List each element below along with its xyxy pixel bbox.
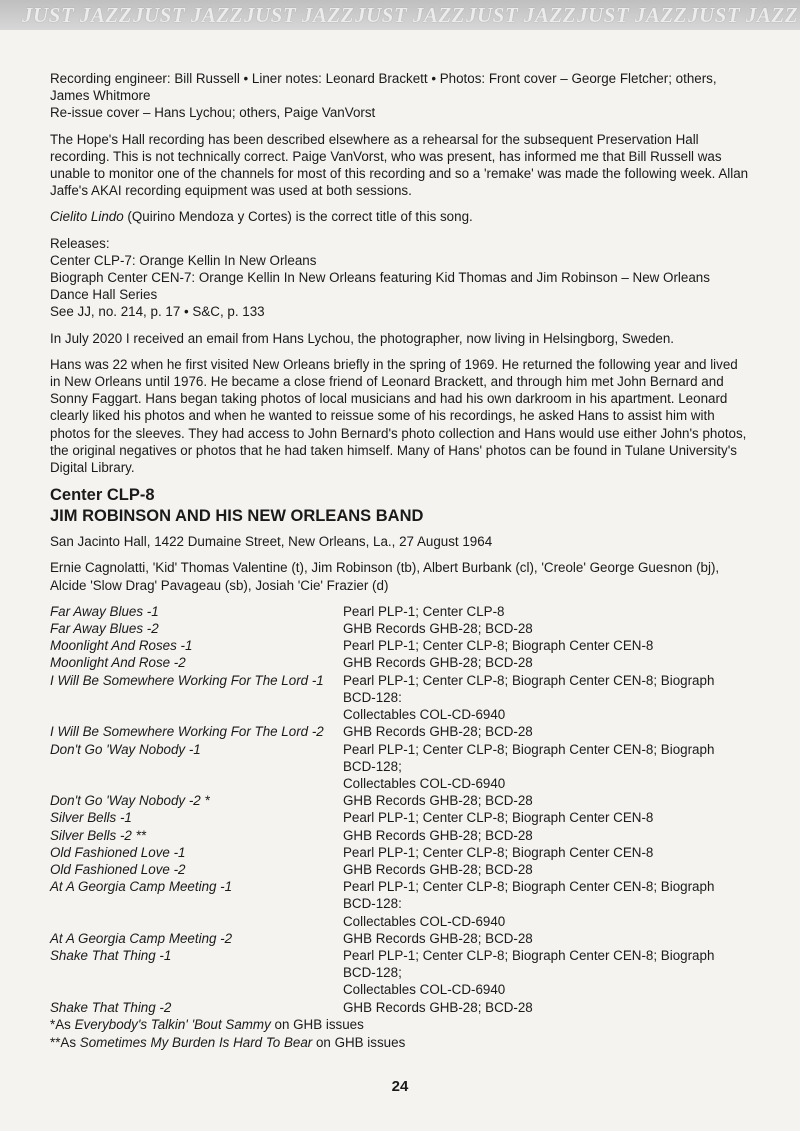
track-issue — [343, 827, 750, 844]
issue-line: GHB Records GHB-28; BCD-28 — [343, 724, 533, 740]
issue-line: Pearl PLP-1; Center CLP-8 — [343, 603, 505, 619]
track-title: I Will Be Somewhere Working For The Lord -1 — [50, 672, 324, 688]
cielito-text: (Quirino Mendoza y Cortes) is the correct title of this song. — [123, 209, 473, 225]
track-row — [50, 844, 750, 861]
session-personnel: Ernie Cagnolatti, 'Kid' Thomas Valentine (t), Jim Robinson (tb), Albert Burbank (cl), 'Creole' George Guesnon (bj), Alcide 'Slow Drag' Pavageau (sb), Josiah 'Cie' Frazier (d) — [50, 560, 720, 593]
header-text: JUST JAZZ — [466, 3, 577, 27]
cielito-paragraph — [50, 208, 750, 225]
track-issue — [343, 654, 750, 671]
issue-line: Pearl PLP-1; Center CLP-8; Biograph Center CEN-8; Biograph BCD-128; — [343, 741, 715, 774]
track-issue — [343, 637, 750, 654]
track-issue — [343, 603, 750, 620]
track-title: Shake That Thing -1 — [50, 947, 172, 963]
band-name: JIM ROBINSON AND HIS NEW ORLEANS BAND — [50, 507, 424, 526]
hans-paragraph: Hans was 22 when he first visited New Orleans briefly in the spring of 1969. He returned the following year and lived in New Orleans until 1976. He became a close friend of Leonard Brackett, and through him met John Bernard and Sonny Faggart. Hans began taking photos of local musicians and had his own darkroom in his apartment. Leonard clearly liked his photos and when he wanted to reissue some of his recordings, he asked Hans to assist him with photos for the sleeves. They had access to John Bernard's photo collection and Hans would use either John's photos, the original negatives or photos that he had taken himself. Many of Hans' photos can be found in Tulane University's Digital Library. — [50, 356, 747, 476]
footnote-text: on GHB issues — [270, 1016, 364, 1032]
track-title: Moonlight And Rose -2 — [50, 655, 186, 671]
issue-line: GHB Records GHB-28; BCD-28 — [343, 930, 533, 946]
track-row — [50, 947, 750, 999]
header-band — [0, 0, 800, 30]
track-row — [50, 603, 750, 620]
track-issue — [343, 844, 750, 861]
credits-line: Recording engineer: Bill Russell • Liner notes: Leonard Brackett • Photos: Front cover – George Fletcher; others, James Whitmore — [50, 71, 717, 104]
track-title: I Will Be Somewhere Working For The Lord -2 — [50, 724, 324, 740]
issue-line: Pearl PLP-1; Center CLP-8; Biograph Center CEN-8 — [343, 810, 654, 826]
track-issue — [343, 620, 750, 637]
issue-line: Pearl PLP-1; Center CLP-8; Biograph Center CEN-8 — [343, 638, 654, 654]
track-row — [50, 930, 750, 947]
issue-line: GHB Records GHB-28; BCD-28 — [343, 655, 533, 671]
issue-line: Pearl PLP-1; Center CLP-8; Biograph Center CEN-8; Biograph BCD-128: — [343, 879, 715, 912]
header-text: JUST JAZZ — [577, 3, 688, 27]
track-list — [50, 603, 750, 1016]
footnote — [50, 1034, 750, 1052]
issue-line: GHB Records GHB-28; BCD-28 — [343, 861, 533, 877]
footnote-text: on GHB issues — [312, 1034, 406, 1050]
issue-line: Pearl PLP-1; Center CLP-8; Biograph Center CEN-8; Biograph BCD-128: — [343, 672, 715, 705]
page-number: 24 — [391, 1078, 409, 1095]
footnote-title: Sometimes My Burden Is Hard To Bear — [79, 1034, 313, 1050]
issue-line: GHB Records GHB-28; BCD-28 — [343, 621, 533, 637]
email-paragraph: In July 2020 I received an email from Hans Lychou, the photographer, now living in Helsingborg, Sweden. — [50, 330, 675, 346]
header-text: JUST JAZZ — [244, 3, 355, 27]
track-issue — [343, 672, 750, 724]
track-issue — [343, 723, 750, 740]
track-issue — [343, 999, 750, 1016]
track-row — [50, 999, 750, 1016]
track-row — [50, 827, 750, 844]
track-title: Far Away Blues -2 — [50, 621, 159, 637]
release-line: Center CLP-7: Orange Kellin In New Orleans — [50, 252, 317, 268]
header-text: JUST JAZZ — [133, 3, 244, 27]
track-title: Old Fashioned Love -1 — [50, 844, 186, 860]
track-title: At A Georgia Camp Meeting -2 — [50, 930, 233, 946]
issue-line: GHB Records GHB-28; BCD-28 — [343, 793, 533, 809]
page-content — [50, 70, 750, 1052]
track-issue — [343, 792, 750, 809]
footnote-title: Everybody's Talkin' 'Bout Sammy — [74, 1016, 271, 1032]
track-row — [50, 637, 750, 654]
track-issue — [343, 930, 750, 947]
track-title: Shake That Thing -2 — [50, 999, 172, 1015]
footnote — [50, 1016, 750, 1034]
header-text: JUST JAZZ — [688, 3, 799, 27]
track-row — [50, 672, 750, 724]
track-row — [50, 620, 750, 637]
track-issue — [343, 861, 750, 878]
credits-line: Re-issue cover – Hans Lychou; others, Paige VanVorst — [50, 105, 376, 121]
track-title: Moonlight And Roses -1 — [50, 638, 193, 654]
release-line: Biograph Center CEN-7: Orange Kellin In New Orleans featuring Kid Thomas and Jim Robinson – New Orleans Dance Hall Series — [50, 270, 710, 303]
track-row — [50, 792, 750, 809]
issue-line: GHB Records GHB-28; BCD-28 — [343, 999, 533, 1015]
header-text: JUST JAZZ — [355, 3, 466, 27]
track-issue — [343, 809, 750, 826]
track-title: At A Georgia Camp Meeting -1 — [50, 879, 233, 895]
issue-line: Collectables COL-CD-6940 — [343, 775, 506, 791]
session-title: Center CLP-8 — [50, 486, 155, 505]
track-row — [50, 741, 750, 793]
footnote-mark: **As — [50, 1034, 80, 1050]
track-row — [50, 861, 750, 878]
track-title: Far Away Blues -1 — [50, 603, 159, 619]
issue-line: Pearl PLP-1; Center CLP-8; Biograph Center CEN-8 — [343, 844, 654, 860]
track-title: Don't Go 'Way Nobody -2 * — [50, 793, 210, 809]
track-issue — [343, 947, 750, 999]
issue-line: Pearl PLP-1; Center CLP-8; Biograph Center CEN-8; Biograph BCD-128; — [343, 947, 715, 981]
track-title: Silver Bells -2 ** — [50, 827, 146, 843]
hopes-hall-paragraph: The Hope's Hall recording has been described elsewhere as a rehearsal for the subsequent Preservation Hall recording. This is not technically correct. Paige VanVorst, who was present, has informed me that Bill Russell was unable to monitor one of the channels for most of this recording and so a 'remake' was made the following week. Allan Jaffe's AKAI recording equipment was used at both sessions. — [50, 131, 749, 199]
issue-line: Collectables COL-CD-6940 — [343, 982, 506, 998]
footnote-mark: *As — [50, 1016, 75, 1032]
track-row — [50, 809, 750, 826]
track-row — [50, 654, 750, 671]
issue-line: GHB Records GHB-28; BCD-28 — [343, 827, 533, 843]
track-issue — [343, 878, 750, 930]
issue-line: Collectables COL-CD-6940 — [343, 913, 506, 929]
header-text: JUST JAZZ — [22, 3, 133, 27]
releases-label: Releases: — [50, 235, 110, 251]
track-title: Old Fashioned Love -2 — [50, 861, 186, 877]
session-venue: San Jacinto Hall, 1422 Dumaine Street, New Orleans, La., 27 August 1964 — [50, 534, 493, 550]
track-row — [50, 878, 750, 930]
track-row — [50, 723, 750, 740]
song-title: Cielito Lindo — [50, 209, 124, 225]
track-title: Don't Go 'Way Nobody -1 — [50, 741, 201, 757]
track-title: Silver Bells -1 — [50, 810, 132, 826]
see-reference: See JJ, no. 214, p. 17 • S&C, p. 133 — [50, 304, 265, 320]
track-issue — [343, 741, 750, 793]
issue-line: Collectables COL-CD-6940 — [343, 707, 506, 723]
